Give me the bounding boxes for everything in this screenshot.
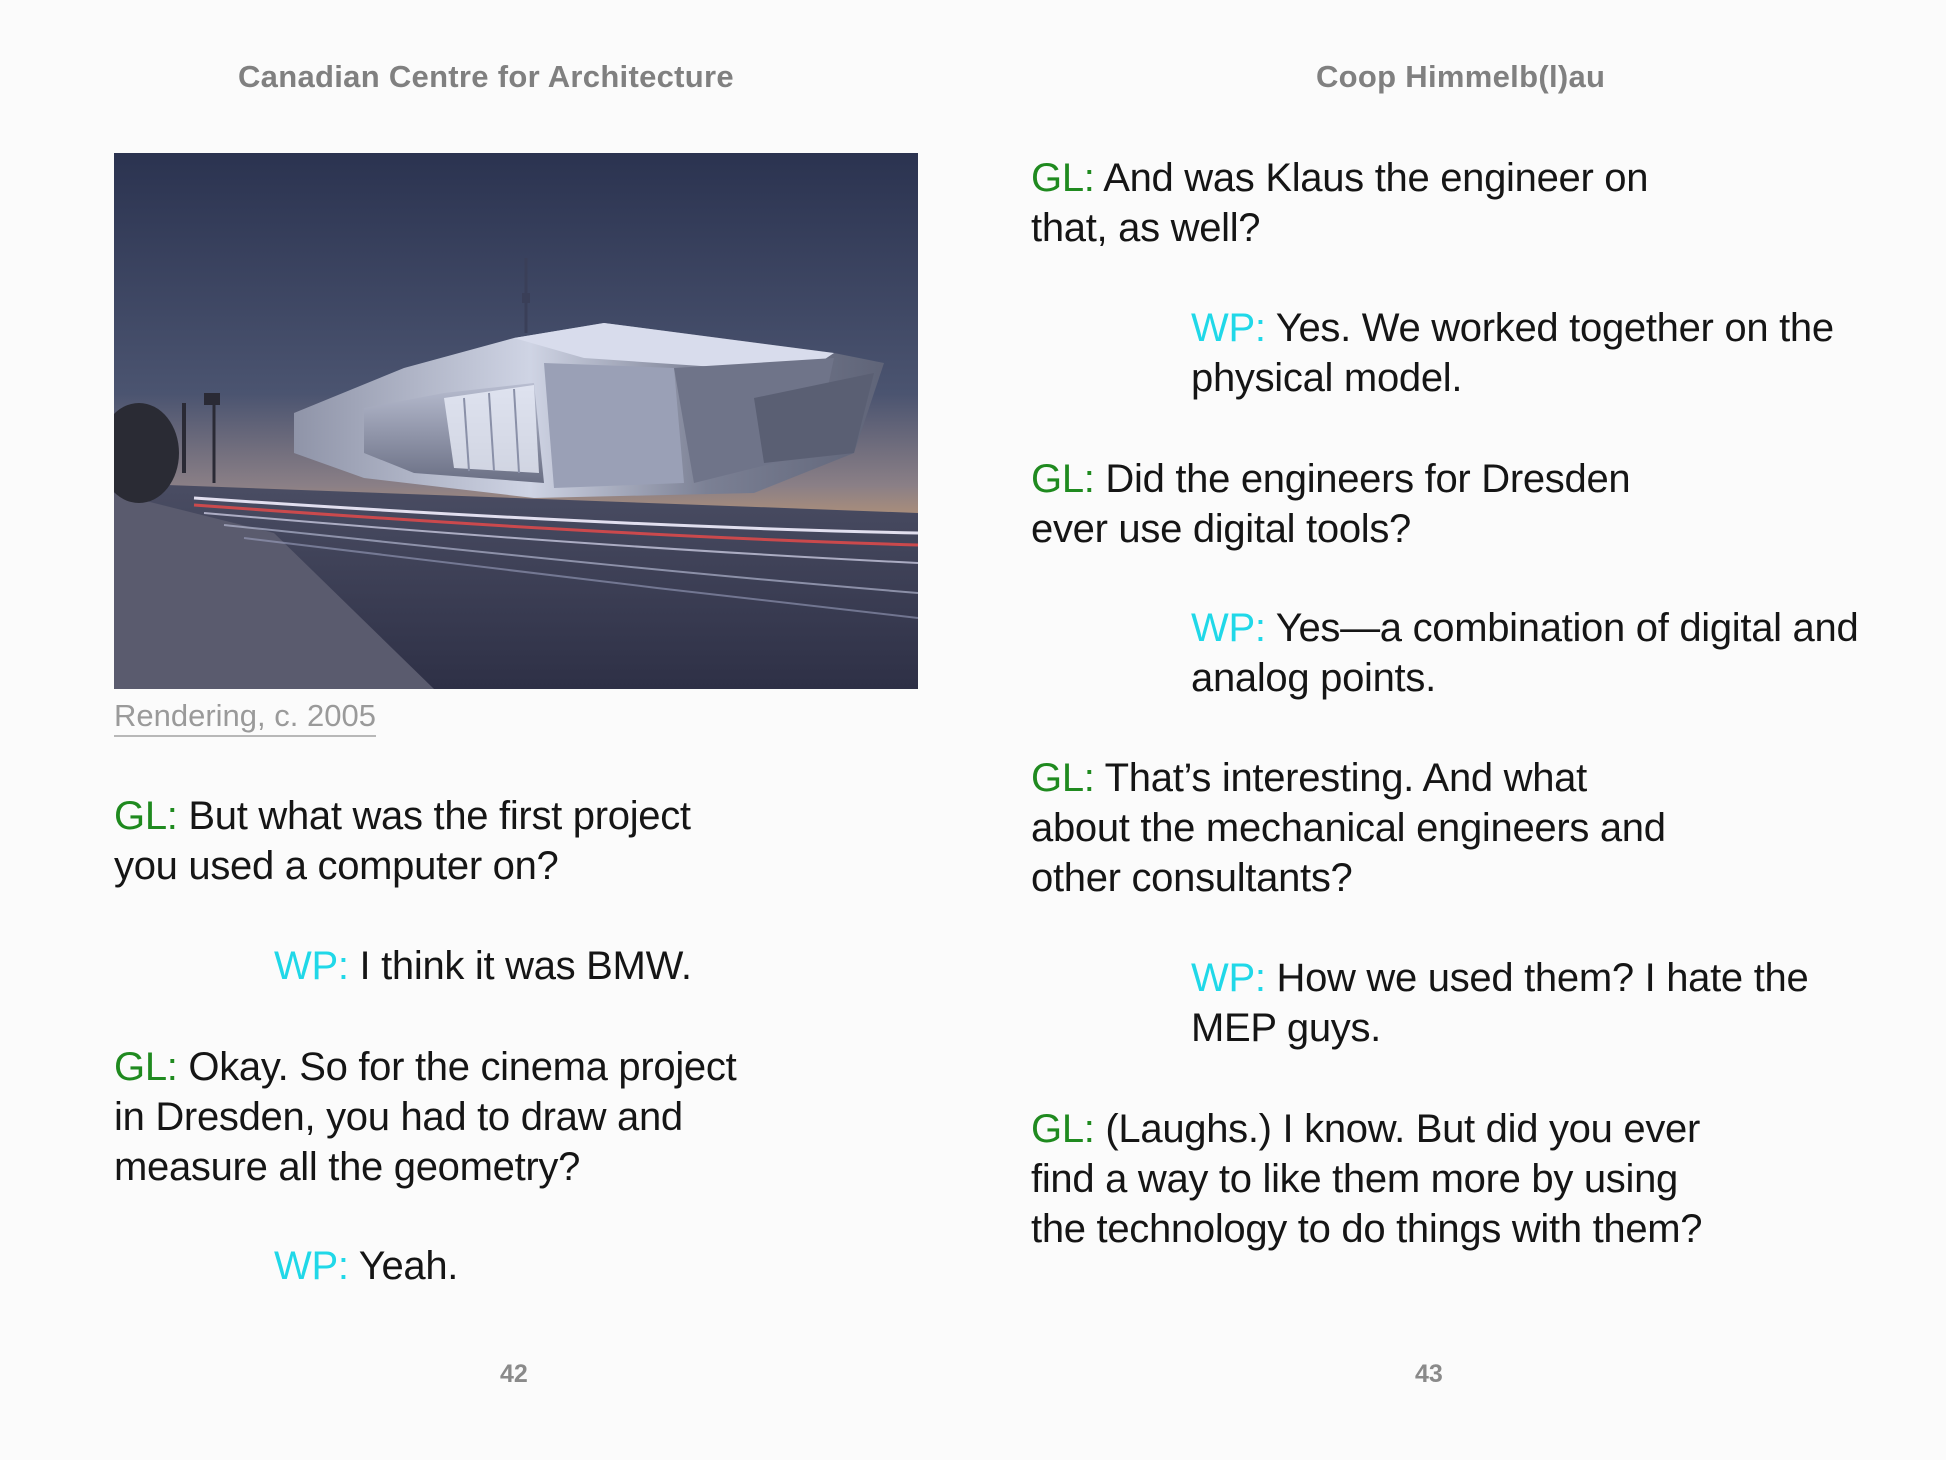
dialogue-turn xyxy=(114,791,754,891)
dialogue-text: That’s interesting. And what about the mechanical engineers and other consultants? xyxy=(1031,756,1666,900)
speaker-label: WP: xyxy=(1191,956,1266,1000)
dialogue-turn xyxy=(1031,153,1691,253)
dialogue-turn xyxy=(114,1042,774,1192)
dialogue-turn xyxy=(274,1241,914,1291)
speaker-label: WP: xyxy=(1191,306,1266,350)
dialogue-text: (Laughs.) I know. But did you ever find a way to like them more by using the technology to do things with them? xyxy=(1031,1107,1703,1251)
speaker-label: WP: xyxy=(274,944,349,988)
right-page xyxy=(973,0,1946,1460)
dialogue-text: I think it was BMW. xyxy=(359,944,692,988)
speaker-label: GL: xyxy=(114,1045,178,1089)
dialogue-turn xyxy=(1031,454,1691,554)
running-head-left: Canadian Centre for Architecture xyxy=(238,59,734,94)
dialogue-text: Did the engineers for Dresden ever use digital tools? xyxy=(1031,457,1631,551)
figure-caption: Rendering, c. 2005 xyxy=(114,698,376,737)
dialogue-turn xyxy=(274,941,914,991)
speaker-label: WP: xyxy=(274,1244,349,1288)
dialogue-turn xyxy=(1031,753,1691,903)
dialogue-text: And was Klaus the engineer on that, as well? xyxy=(1031,156,1649,250)
page-number-right: 43 xyxy=(1415,1360,1443,1388)
dialogue-text: How we used them? I hate the MEP guys. xyxy=(1191,956,1809,1050)
speaker-label: GL: xyxy=(114,794,178,838)
running-head-right: Coop Himmelb(l)au xyxy=(1316,59,1606,94)
dialogue-turn xyxy=(1031,1104,1731,1254)
building-rendering-image xyxy=(114,153,918,689)
dialogue-text: But what was the first project you used a computer on? xyxy=(114,794,691,888)
dialogue-text: Yes—a combination of digital and analog points. xyxy=(1191,606,1859,700)
page-number-left: 42 xyxy=(500,1360,528,1388)
dialogue-text: Okay. So for the cinema project in Dresden, you had to draw and measure all the geometry? xyxy=(114,1045,737,1189)
dialogue-turn xyxy=(1191,603,1891,703)
dialogue-turn xyxy=(1191,303,1891,403)
dialogue-text: Yes. We worked together on the physical model. xyxy=(1191,306,1834,400)
speaker-label: WP: xyxy=(1191,606,1266,650)
speaker-label: GL: xyxy=(1031,756,1095,800)
speaker-label: GL: xyxy=(1031,156,1095,200)
speaker-label: GL: xyxy=(1031,457,1095,501)
speaker-label: GL: xyxy=(1031,1107,1095,1151)
dialogue-text: Yeah. xyxy=(358,1244,459,1288)
dialogue-turn xyxy=(1191,953,1891,1053)
